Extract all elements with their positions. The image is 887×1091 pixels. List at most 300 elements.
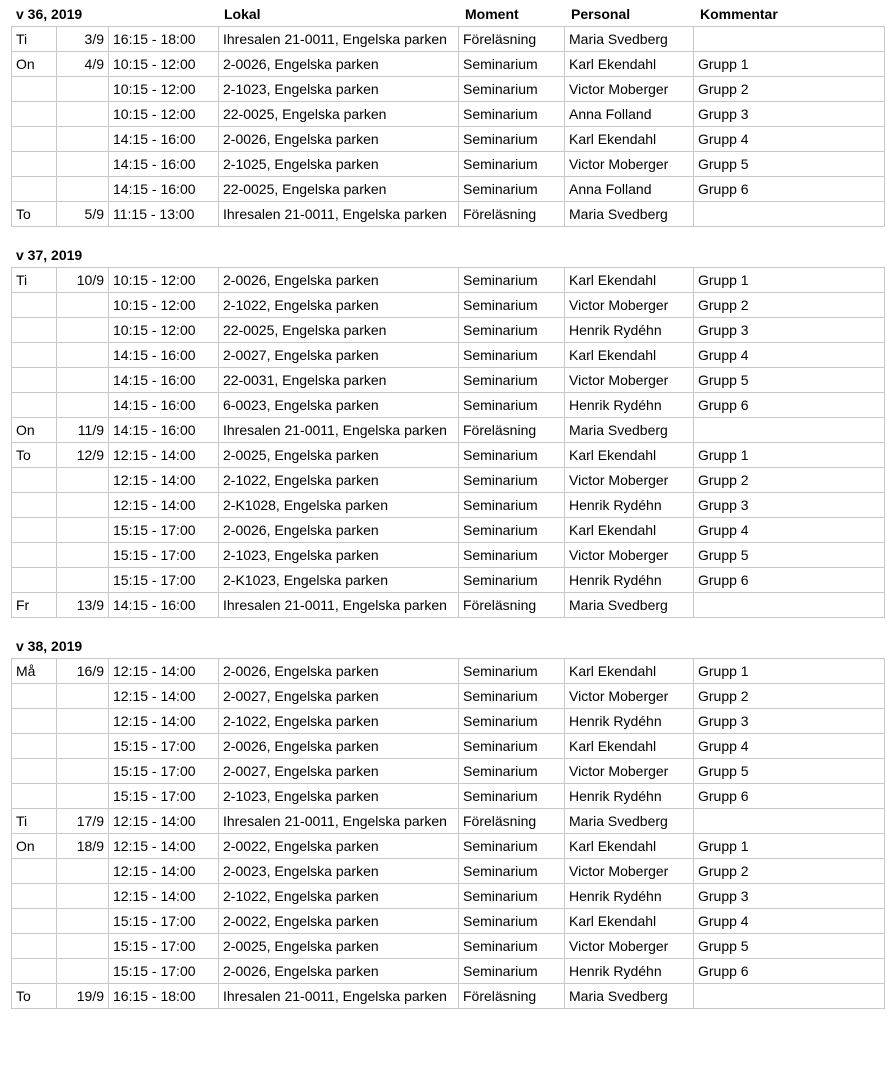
cell-time: 15:15 - 17:00 bbox=[109, 909, 219, 934]
cell-day bbox=[12, 568, 57, 593]
cell-kommentar: Grupp 1 bbox=[694, 659, 885, 684]
cell-date: 5/9 bbox=[57, 202, 109, 227]
cell-personal: Henrik Rydéhn bbox=[565, 493, 694, 518]
cell-time: 10:15 - 12:00 bbox=[109, 102, 219, 127]
cell-day bbox=[12, 518, 57, 543]
column-header-lokal: Lokal bbox=[224, 6, 261, 22]
cell-personal: Karl Ekendahl bbox=[565, 909, 694, 934]
cell-day bbox=[12, 934, 57, 959]
cell-date: 16/9 bbox=[57, 659, 109, 684]
cell-personal: Maria Svedberg bbox=[565, 809, 694, 834]
cell-personal: Karl Ekendahl bbox=[565, 734, 694, 759]
cell-kommentar bbox=[694, 27, 885, 52]
cell-time: 16:15 - 18:00 bbox=[109, 984, 219, 1009]
cell-personal: Karl Ekendahl bbox=[565, 268, 694, 293]
cell-date bbox=[57, 468, 109, 493]
cell-date bbox=[57, 784, 109, 809]
cell-kommentar: Grupp 4 bbox=[694, 909, 885, 934]
column-header-kommentar: Kommentar bbox=[700, 6, 778, 22]
cell-personal: Henrik Rydéhn bbox=[565, 709, 694, 734]
cell-moment: Seminarium bbox=[459, 759, 565, 784]
cell-time: 12:15 - 14:00 bbox=[109, 834, 219, 859]
cell-moment: Seminarium bbox=[459, 659, 565, 684]
table-row bbox=[12, 934, 885, 959]
cell-personal: Maria Svedberg bbox=[565, 418, 694, 443]
cell-date: 17/9 bbox=[57, 809, 109, 834]
cell-moment: Föreläsning bbox=[459, 593, 565, 618]
cell-personal: Victor Moberger bbox=[565, 934, 694, 959]
cell-lokal: 22-0025, Engelska parken bbox=[219, 318, 459, 343]
cell-time: 12:15 - 14:00 bbox=[109, 809, 219, 834]
cell-personal: Maria Svedberg bbox=[565, 593, 694, 618]
cell-moment: Seminarium bbox=[459, 934, 565, 959]
cell-personal: Karl Ekendahl bbox=[565, 343, 694, 368]
cell-kommentar: Grupp 3 bbox=[694, 493, 885, 518]
cell-lokal: 2-1022, Engelska parken bbox=[219, 709, 459, 734]
table-row bbox=[12, 202, 885, 227]
cell-kommentar: Grupp 6 bbox=[694, 393, 885, 418]
cell-date bbox=[57, 177, 109, 202]
table-row bbox=[12, 368, 885, 393]
table-row bbox=[12, 809, 885, 834]
cell-lokal: 2-0025, Engelska parken bbox=[219, 934, 459, 959]
cell-moment: Seminarium bbox=[459, 784, 565, 809]
cell-moment: Seminarium bbox=[459, 518, 565, 543]
cell-day bbox=[12, 959, 57, 984]
cell-date bbox=[57, 568, 109, 593]
cell-moment: Föreläsning bbox=[459, 809, 565, 834]
cell-moment: Seminarium bbox=[459, 293, 565, 318]
cell-kommentar bbox=[694, 809, 885, 834]
cell-day: On bbox=[12, 834, 57, 859]
cell-personal: Maria Svedberg bbox=[565, 27, 694, 52]
cell-moment: Seminarium bbox=[459, 127, 565, 152]
cell-personal: Maria Svedberg bbox=[565, 202, 694, 227]
cell-kommentar: Grupp 1 bbox=[694, 834, 885, 859]
cell-kommentar: Grupp 1 bbox=[694, 52, 885, 77]
cell-moment: Seminarium bbox=[459, 709, 565, 734]
table-row bbox=[12, 784, 885, 809]
table-row bbox=[12, 343, 885, 368]
cell-personal: Karl Ekendahl bbox=[565, 443, 694, 468]
table-row bbox=[12, 52, 885, 77]
cell-moment: Seminarium bbox=[459, 268, 565, 293]
cell-date: 3/9 bbox=[57, 27, 109, 52]
table-row bbox=[12, 884, 885, 909]
cell-date bbox=[57, 102, 109, 127]
schedule-table bbox=[11, 658, 885, 1009]
cell-personal: Victor Moberger bbox=[565, 543, 694, 568]
cell-time: 10:15 - 12:00 bbox=[109, 293, 219, 318]
cell-time: 11:15 - 13:00 bbox=[109, 202, 219, 227]
cell-personal: Victor Moberger bbox=[565, 684, 694, 709]
cell-day bbox=[12, 177, 57, 202]
cell-personal: Victor Moberger bbox=[565, 468, 694, 493]
cell-day bbox=[12, 493, 57, 518]
cell-lokal: 22-0025, Engelska parken bbox=[219, 177, 459, 202]
cell-personal: Maria Svedberg bbox=[565, 984, 694, 1009]
cell-moment: Seminarium bbox=[459, 177, 565, 202]
table-row bbox=[12, 834, 885, 859]
cell-time: 12:15 - 14:00 bbox=[109, 684, 219, 709]
cell-time: 10:15 - 12:00 bbox=[109, 77, 219, 102]
cell-date bbox=[57, 127, 109, 152]
cell-kommentar: Grupp 5 bbox=[694, 543, 885, 568]
cell-personal: Victor Moberger bbox=[565, 368, 694, 393]
cell-date bbox=[57, 77, 109, 102]
cell-moment: Seminarium bbox=[459, 443, 565, 468]
week-header bbox=[11, 634, 884, 658]
cell-date bbox=[57, 318, 109, 343]
cell-lokal: 2-0023, Engelska parken bbox=[219, 859, 459, 884]
cell-time: 14:15 - 16:00 bbox=[109, 393, 219, 418]
cell-kommentar: Grupp 4 bbox=[694, 518, 885, 543]
cell-personal: Henrik Rydéhn bbox=[565, 318, 694, 343]
table-row bbox=[12, 177, 885, 202]
cell-date: 10/9 bbox=[57, 268, 109, 293]
table-row bbox=[12, 468, 885, 493]
cell-time: 15:15 - 17:00 bbox=[109, 759, 219, 784]
table-row bbox=[12, 318, 885, 343]
cell-lokal: 2-0026, Engelska parken bbox=[219, 127, 459, 152]
schedule-table bbox=[11, 26, 885, 227]
cell-kommentar: Grupp 3 bbox=[694, 709, 885, 734]
cell-kommentar: Grupp 3 bbox=[694, 884, 885, 909]
cell-day: On bbox=[12, 418, 57, 443]
cell-time: 15:15 - 17:00 bbox=[109, 518, 219, 543]
cell-day: Ti bbox=[12, 809, 57, 834]
cell-moment: Seminarium bbox=[459, 343, 565, 368]
cell-time: 14:15 - 16:00 bbox=[109, 127, 219, 152]
cell-day bbox=[12, 368, 57, 393]
cell-time: 15:15 - 17:00 bbox=[109, 734, 219, 759]
cell-time: 14:15 - 16:00 bbox=[109, 177, 219, 202]
cell-time: 14:15 - 16:00 bbox=[109, 343, 219, 368]
cell-personal: Henrik Rydéhn bbox=[565, 784, 694, 809]
cell-day bbox=[12, 784, 57, 809]
cell-time: 14:15 - 16:00 bbox=[109, 418, 219, 443]
cell-day bbox=[12, 684, 57, 709]
week-spacer bbox=[11, 227, 884, 243]
cell-moment: Seminarium bbox=[459, 77, 565, 102]
cell-lokal: 2-0025, Engelska parken bbox=[219, 443, 459, 468]
cell-time: 10:15 - 12:00 bbox=[109, 318, 219, 343]
cell-kommentar: Grupp 2 bbox=[694, 77, 885, 102]
cell-lokal: 2-0026, Engelska parken bbox=[219, 734, 459, 759]
cell-day: On bbox=[12, 52, 57, 77]
cell-day bbox=[12, 318, 57, 343]
week-header bbox=[11, 2, 884, 26]
cell-lokal: 2-0022, Engelska parken bbox=[219, 909, 459, 934]
cell-day: Ti bbox=[12, 268, 57, 293]
week-label: v 37, 2019 bbox=[16, 247, 83, 263]
cell-kommentar: Grupp 6 bbox=[694, 959, 885, 984]
cell-date: 18/9 bbox=[57, 834, 109, 859]
table-row bbox=[12, 759, 885, 784]
cell-lokal: 2-1022, Engelska parken bbox=[219, 293, 459, 318]
cell-time: 15:15 - 17:00 bbox=[109, 934, 219, 959]
cell-date bbox=[57, 293, 109, 318]
table-row bbox=[12, 984, 885, 1009]
cell-day bbox=[12, 393, 57, 418]
table-row bbox=[12, 293, 885, 318]
cell-kommentar: Grupp 1 bbox=[694, 443, 885, 468]
cell-lokal: 2-0027, Engelska parken bbox=[219, 684, 459, 709]
schedule-table bbox=[11, 267, 885, 618]
cell-lokal: Ihresalen 21-0011, Engelska parken bbox=[219, 593, 459, 618]
cell-moment: Seminarium bbox=[459, 684, 565, 709]
table-row bbox=[12, 734, 885, 759]
cell-time: 12:15 - 14:00 bbox=[109, 709, 219, 734]
cell-personal: Victor Moberger bbox=[565, 152, 694, 177]
cell-day: To bbox=[12, 202, 57, 227]
cell-kommentar bbox=[694, 593, 885, 618]
cell-date bbox=[57, 859, 109, 884]
week-section bbox=[11, 243, 884, 618]
cell-date bbox=[57, 493, 109, 518]
cell-time: 16:15 - 18:00 bbox=[109, 27, 219, 52]
table-row bbox=[12, 909, 885, 934]
cell-day bbox=[12, 859, 57, 884]
table-row bbox=[12, 493, 885, 518]
cell-day bbox=[12, 293, 57, 318]
cell-time: 14:15 - 16:00 bbox=[109, 368, 219, 393]
cell-date: 4/9 bbox=[57, 52, 109, 77]
cell-lokal: Ihresalen 21-0011, Engelska parken bbox=[219, 202, 459, 227]
cell-kommentar bbox=[694, 202, 885, 227]
cell-day: To bbox=[12, 984, 57, 1009]
cell-time: 12:15 - 14:00 bbox=[109, 443, 219, 468]
cell-day bbox=[12, 152, 57, 177]
table-row bbox=[12, 684, 885, 709]
cell-lokal: 2-0026, Engelska parken bbox=[219, 959, 459, 984]
table-row bbox=[12, 518, 885, 543]
cell-day bbox=[12, 468, 57, 493]
cell-time: 12:15 - 14:00 bbox=[109, 659, 219, 684]
cell-moment: Seminarium bbox=[459, 318, 565, 343]
cell-day bbox=[12, 884, 57, 909]
table-row bbox=[12, 268, 885, 293]
cell-personal: Victor Moberger bbox=[565, 759, 694, 784]
cell-day: Ti bbox=[12, 27, 57, 52]
cell-kommentar: Grupp 4 bbox=[694, 343, 885, 368]
table-row bbox=[12, 102, 885, 127]
cell-personal: Victor Moberger bbox=[565, 293, 694, 318]
cell-kommentar: Grupp 3 bbox=[694, 318, 885, 343]
cell-kommentar: Grupp 5 bbox=[694, 759, 885, 784]
cell-day bbox=[12, 543, 57, 568]
table-row bbox=[12, 27, 885, 52]
cell-kommentar: Grupp 6 bbox=[694, 568, 885, 593]
cell-personal: Karl Ekendahl bbox=[565, 52, 694, 77]
cell-day bbox=[12, 77, 57, 102]
cell-lokal: 2-1022, Engelska parken bbox=[219, 468, 459, 493]
cell-kommentar: Grupp 6 bbox=[694, 784, 885, 809]
cell-date bbox=[57, 734, 109, 759]
cell-time: 12:15 - 14:00 bbox=[109, 884, 219, 909]
cell-lokal: Ihresalen 21-0011, Engelska parken bbox=[219, 418, 459, 443]
week-header bbox=[11, 243, 884, 267]
cell-lokal: 22-0025, Engelska parken bbox=[219, 102, 459, 127]
cell-lokal: 2-0026, Engelska parken bbox=[219, 659, 459, 684]
cell-personal: Karl Ekendahl bbox=[565, 834, 694, 859]
cell-kommentar: Grupp 2 bbox=[694, 293, 885, 318]
cell-date bbox=[57, 393, 109, 418]
cell-personal: Anna Folland bbox=[565, 102, 694, 127]
cell-date bbox=[57, 518, 109, 543]
cell-time: 15:15 - 17:00 bbox=[109, 543, 219, 568]
cell-moment: Seminarium bbox=[459, 959, 565, 984]
cell-moment: Seminarium bbox=[459, 859, 565, 884]
cell-date: 19/9 bbox=[57, 984, 109, 1009]
cell-kommentar: Grupp 5 bbox=[694, 368, 885, 393]
cell-day bbox=[12, 102, 57, 127]
week-section bbox=[11, 2, 884, 227]
cell-personal: Henrik Rydéhn bbox=[565, 884, 694, 909]
cell-kommentar: Grupp 2 bbox=[694, 468, 885, 493]
cell-date bbox=[57, 343, 109, 368]
cell-time: 15:15 - 17:00 bbox=[109, 568, 219, 593]
cell-moment: Seminarium bbox=[459, 543, 565, 568]
cell-day bbox=[12, 909, 57, 934]
cell-day bbox=[12, 343, 57, 368]
cell-kommentar: Grupp 2 bbox=[694, 684, 885, 709]
cell-day bbox=[12, 127, 57, 152]
table-row bbox=[12, 393, 885, 418]
cell-time: 14:15 - 16:00 bbox=[109, 152, 219, 177]
cell-moment: Seminarium bbox=[459, 493, 565, 518]
cell-date: 12/9 bbox=[57, 443, 109, 468]
cell-moment: Föreläsning bbox=[459, 202, 565, 227]
cell-day bbox=[12, 709, 57, 734]
cell-date bbox=[57, 884, 109, 909]
cell-time: 12:15 - 14:00 bbox=[109, 468, 219, 493]
cell-kommentar: Grupp 3 bbox=[694, 102, 885, 127]
cell-lokal: 2-K1023, Engelska parken bbox=[219, 568, 459, 593]
cell-time: 10:15 - 12:00 bbox=[109, 52, 219, 77]
cell-kommentar: Grupp 5 bbox=[694, 934, 885, 959]
cell-kommentar: Grupp 2 bbox=[694, 859, 885, 884]
cell-day: Må bbox=[12, 659, 57, 684]
cell-moment: Seminarium bbox=[459, 393, 565, 418]
cell-lokal: 2-0026, Engelska parken bbox=[219, 52, 459, 77]
cell-moment: Föreläsning bbox=[459, 984, 565, 1009]
cell-date bbox=[57, 759, 109, 784]
column-header-personal: Personal bbox=[571, 6, 631, 22]
cell-kommentar: Grupp 1 bbox=[694, 268, 885, 293]
cell-date bbox=[57, 684, 109, 709]
cell-personal: Victor Moberger bbox=[565, 859, 694, 884]
week-label: v 36, 2019 bbox=[16, 6, 83, 22]
cell-lokal: 2-1022, Engelska parken bbox=[219, 884, 459, 909]
cell-lokal: 2-0027, Engelska parken bbox=[219, 343, 459, 368]
cell-day: Fr bbox=[12, 593, 57, 618]
cell-lokal: 2-1023, Engelska parken bbox=[219, 784, 459, 809]
cell-lokal: Ihresalen 21-0011, Engelska parken bbox=[219, 809, 459, 834]
cell-time: 10:15 - 12:00 bbox=[109, 268, 219, 293]
cell-moment: Seminarium bbox=[459, 52, 565, 77]
cell-date bbox=[57, 368, 109, 393]
cell-kommentar: Grupp 5 bbox=[694, 152, 885, 177]
cell-personal: Karl Ekendahl bbox=[565, 127, 694, 152]
cell-lokal: 2-1023, Engelska parken bbox=[219, 77, 459, 102]
cell-day bbox=[12, 759, 57, 784]
cell-lokal: 2-0026, Engelska parken bbox=[219, 268, 459, 293]
cell-kommentar: Grupp 4 bbox=[694, 734, 885, 759]
cell-lokal: 2-K1028, Engelska parken bbox=[219, 493, 459, 518]
cell-time: 12:15 - 14:00 bbox=[109, 859, 219, 884]
cell-time: 15:15 - 17:00 bbox=[109, 784, 219, 809]
cell-moment: Seminarium bbox=[459, 884, 565, 909]
cell-moment: Seminarium bbox=[459, 834, 565, 859]
column-header-moment: Moment bbox=[465, 6, 519, 22]
table-row bbox=[12, 859, 885, 884]
table-row bbox=[12, 77, 885, 102]
cell-lokal: 2-1023, Engelska parken bbox=[219, 543, 459, 568]
table-row bbox=[12, 959, 885, 984]
cell-time: 15:15 - 17:00 bbox=[109, 959, 219, 984]
cell-moment: Seminarium bbox=[459, 468, 565, 493]
cell-personal: Henrik Rydéhn bbox=[565, 568, 694, 593]
cell-date bbox=[57, 152, 109, 177]
cell-date bbox=[57, 709, 109, 734]
cell-moment: Föreläsning bbox=[459, 418, 565, 443]
cell-moment: Seminarium bbox=[459, 152, 565, 177]
cell-date bbox=[57, 934, 109, 959]
cell-time: 14:15 - 16:00 bbox=[109, 593, 219, 618]
cell-lokal: Ihresalen 21-0011, Engelska parken bbox=[219, 984, 459, 1009]
cell-time: 12:15 - 14:00 bbox=[109, 493, 219, 518]
table-row bbox=[12, 593, 885, 618]
cell-personal: Anna Folland bbox=[565, 177, 694, 202]
cell-lokal: Ihresalen 21-0011, Engelska parken bbox=[219, 27, 459, 52]
cell-lokal: 22-0031, Engelska parken bbox=[219, 368, 459, 393]
cell-kommentar: Grupp 4 bbox=[694, 127, 885, 152]
week-spacer bbox=[11, 618, 884, 634]
schedule-page bbox=[11, 2, 884, 1009]
cell-date bbox=[57, 959, 109, 984]
week-section bbox=[11, 634, 884, 1009]
week-label: v 38, 2019 bbox=[16, 638, 83, 654]
cell-personal: Karl Ekendahl bbox=[565, 518, 694, 543]
cell-moment: Seminarium bbox=[459, 102, 565, 127]
cell-date bbox=[57, 543, 109, 568]
cell-moment: Seminarium bbox=[459, 368, 565, 393]
cell-moment: Föreläsning bbox=[459, 27, 565, 52]
table-row bbox=[12, 127, 885, 152]
cell-moment: Seminarium bbox=[459, 909, 565, 934]
cell-moment: Seminarium bbox=[459, 734, 565, 759]
cell-personal: Victor Moberger bbox=[565, 77, 694, 102]
cell-moment: Seminarium bbox=[459, 568, 565, 593]
cell-lokal: 2-1025, Engelska parken bbox=[219, 152, 459, 177]
table-row bbox=[12, 418, 885, 443]
cell-lokal: 2-0026, Engelska parken bbox=[219, 518, 459, 543]
cell-kommentar bbox=[694, 418, 885, 443]
table-row bbox=[12, 443, 885, 468]
cell-lokal: 2-0027, Engelska parken bbox=[219, 759, 459, 784]
cell-lokal: 6-0023, Engelska parken bbox=[219, 393, 459, 418]
table-row bbox=[12, 543, 885, 568]
cell-day bbox=[12, 734, 57, 759]
cell-personal: Henrik Rydéhn bbox=[565, 959, 694, 984]
table-row bbox=[12, 659, 885, 684]
cell-date bbox=[57, 909, 109, 934]
cell-date: 11/9 bbox=[57, 418, 109, 443]
cell-kommentar bbox=[694, 984, 885, 1009]
cell-lokal: 2-0022, Engelska parken bbox=[219, 834, 459, 859]
table-row bbox=[12, 568, 885, 593]
